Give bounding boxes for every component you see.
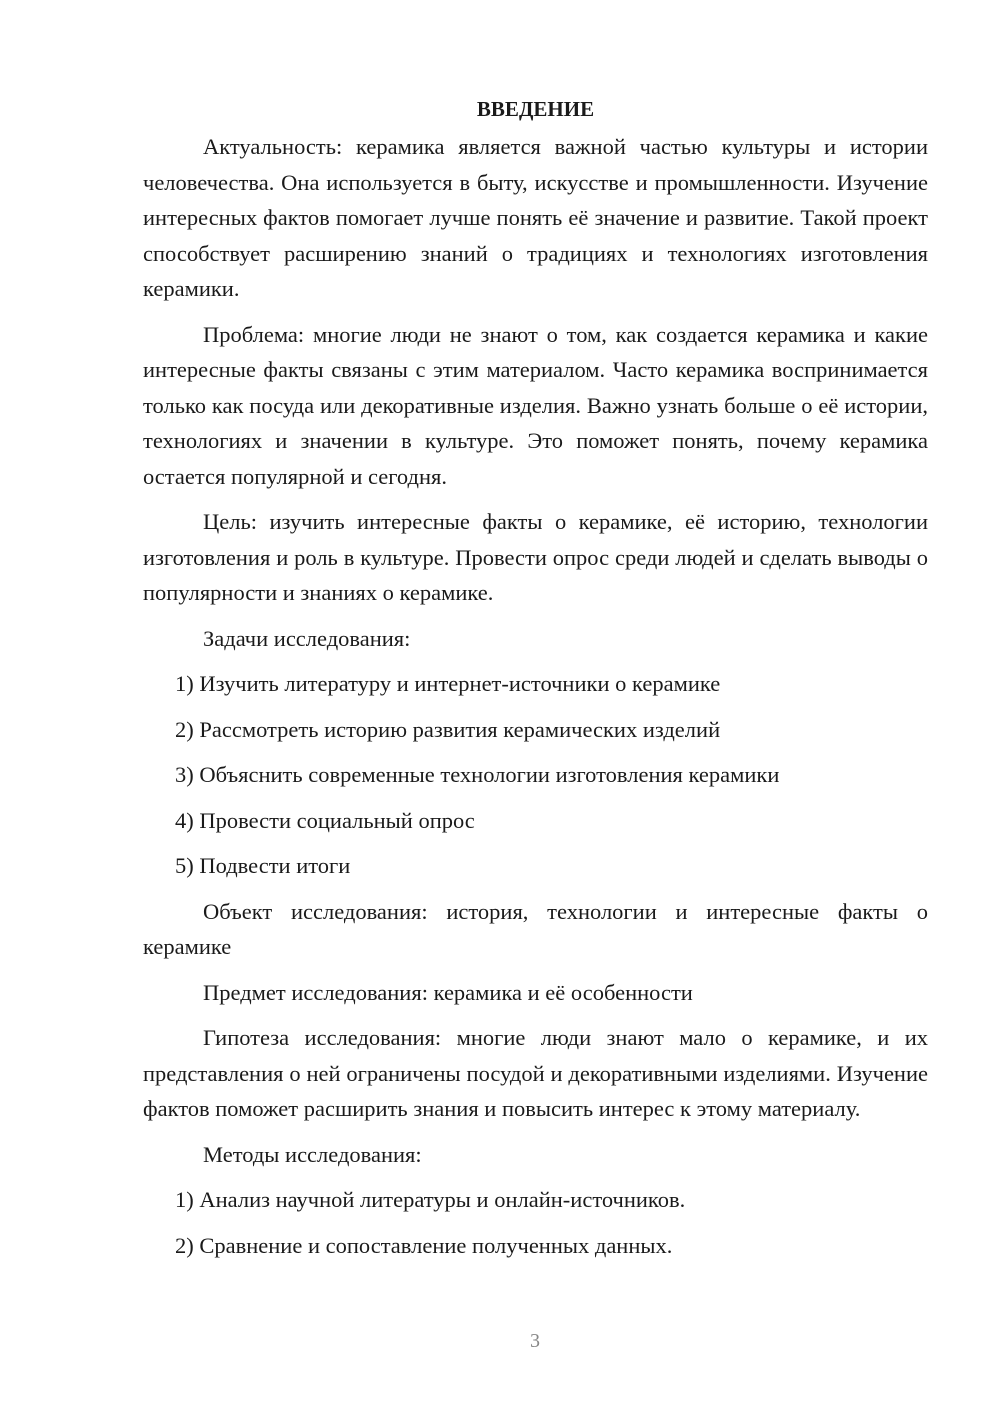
task-item: 1) Изучить литературу и интернет-источники о керамике	[175, 671, 721, 696]
subject-paragraph: Предмет исследования: керамика и её особенности	[203, 979, 693, 1005]
section-title: ВВЕДЕНИЕ	[476, 97, 595, 121]
hypothesis-paragraph: Гипотеза исследования: многие люди знают мало о керамике, и их представления о ней ограничены посудой и декоративными изделиями. Изучение фактов поможет расширить знания и повысить интерес к этому материалу.	[143, 1025, 928, 1121]
relevance-paragraph: Актуальность: керамика является важной частью культуры и истории человечества. Она используется в быту, искусстве и промышленности. Изучение интересных фактов помогает лучше понять её значение и развитие. Такой проект способствует расширению знаний о традициях и технологиях изготовления керамики.	[143, 134, 928, 301]
document-page	[143, 92, 928, 1273]
problem-paragraph: Проблема: многие люди не знают о том, как создается керамика и какие интересные факты связаны с этим материалом. Часто керамика воспринимается только как посуда или декоративные изделия. Важно узнать больше о её истории, технологиях и значении в культуре. Это поможет понять, почему керамика остается популярной и сегодня.	[143, 321, 928, 489]
task-item: 5) Подвести итоги	[175, 853, 351, 878]
method-item: 2) Сравнение и сопоставление полученных данных.	[175, 1232, 673, 1258]
task-item: 4) Провести социальный опрос	[175, 807, 475, 833]
object-paragraph: Объект исследования: история, технологии и интересные факты о керамике	[143, 898, 928, 959]
method-item: 1) Анализ научной литературы и онлайн-источников.	[175, 1187, 686, 1212]
task-item: 2) Рассмотреть историю развития керамических изделий	[175, 716, 721, 742]
methods-heading: Методы исследования:	[203, 1141, 422, 1167]
goal-paragraph: Цель: изучить интересные факты о керамике, её историю, технологии изготовления и роль в культуре. Провести опрос среди людей и сделать выводы о популярности и знаниях о керамике.	[143, 509, 928, 605]
page-number: 3	[530, 1330, 540, 1352]
task-item: 3) Объяснить современные технологии изготовления керамики	[175, 762, 780, 787]
tasks-heading: Задачи исследования:	[203, 625, 411, 651]
